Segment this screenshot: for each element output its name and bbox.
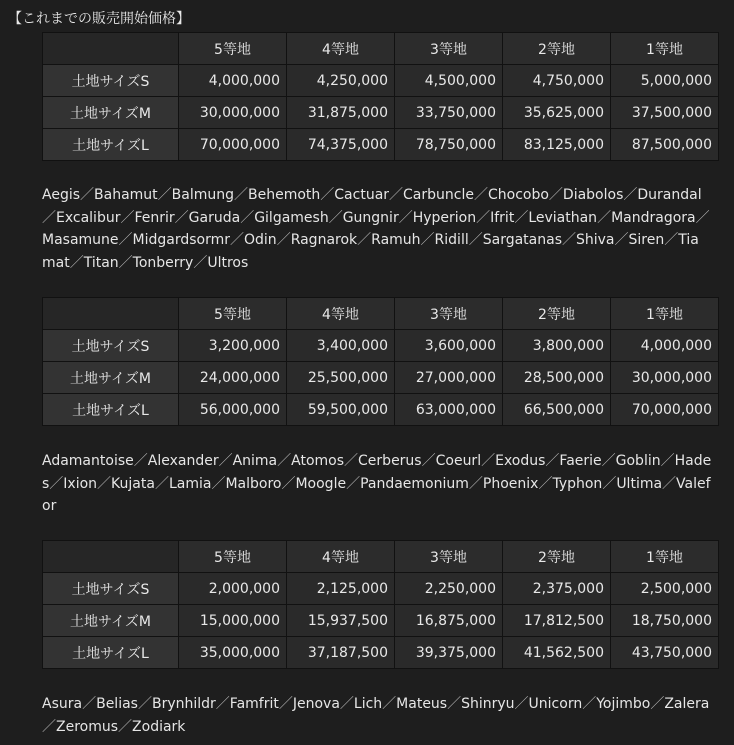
separator: ／ xyxy=(468,475,483,492)
separator: ／ xyxy=(420,232,435,248)
server-name: Kujata xyxy=(111,475,155,492)
column-header: 4等地 xyxy=(287,298,395,330)
price-cell: 59,500,000 xyxy=(287,394,395,426)
server-name: Cactuar xyxy=(334,187,390,203)
column-header: 3等地 xyxy=(395,298,503,330)
server-name: Chocobo xyxy=(487,187,549,203)
separator: ／ xyxy=(240,209,255,226)
server-name: Jenova xyxy=(292,696,340,712)
separator: ／ xyxy=(548,187,563,203)
separator: ／ xyxy=(389,187,404,203)
server-name: Gilgamesh xyxy=(254,209,329,226)
separator: ／ xyxy=(664,232,679,248)
row-label: 土地サイズM xyxy=(43,97,179,129)
server-name: Faerie xyxy=(559,453,602,469)
server-name: Hyperion xyxy=(412,209,477,226)
server-name: Valefor xyxy=(42,475,711,514)
separator: ／ xyxy=(42,209,56,226)
separator: ／ xyxy=(468,232,483,248)
corner-cell xyxy=(43,298,179,330)
server-name: Ragnarok xyxy=(290,232,358,248)
server-name: Siren xyxy=(628,232,665,248)
separator: ／ xyxy=(538,475,553,492)
price-cell: 4,000,000 xyxy=(611,330,719,362)
row-label: 土地サイズL xyxy=(43,637,179,669)
corner-cell xyxy=(43,33,179,65)
corner-cell xyxy=(43,541,179,573)
separator: ／ xyxy=(328,209,343,226)
row-label: 土地サイズM xyxy=(43,605,179,637)
separator: ／ xyxy=(154,475,169,492)
server-name: Mandragora xyxy=(611,209,696,226)
column-header: 1等地 xyxy=(611,33,719,65)
separator: ／ xyxy=(69,254,84,271)
column-header: 5等地 xyxy=(179,298,287,330)
price-cell: 78,750,000 xyxy=(395,129,503,161)
row-label: 土地サイズS xyxy=(43,65,179,97)
row-label: 土地サイズL xyxy=(43,394,179,426)
separator: ／ xyxy=(660,453,675,469)
price-cell: 87,500,000 xyxy=(611,129,719,161)
server-name: Diabolos xyxy=(562,187,624,203)
price-cell: 2,250,000 xyxy=(395,573,503,605)
column-header: 2等地 xyxy=(503,33,611,65)
column-header: 5等地 xyxy=(179,33,287,65)
separator: ／ xyxy=(49,475,64,492)
server-name: Bahamut xyxy=(94,187,158,203)
separator: ／ xyxy=(514,209,529,226)
server-name: Atomos xyxy=(291,453,345,469)
price-cell: 70,000,000 xyxy=(611,394,719,426)
server-name: Unicorn xyxy=(528,696,583,712)
separator: ／ xyxy=(174,209,189,226)
price-cell: 3,200,000 xyxy=(179,330,287,362)
separator: ／ xyxy=(80,187,95,203)
separator: ／ xyxy=(614,232,629,248)
separator: ／ xyxy=(357,232,372,248)
server-name: Masamune xyxy=(42,232,119,248)
price-cell: 3,600,000 xyxy=(395,330,503,362)
price-cell: 30,000,000 xyxy=(611,362,719,394)
server-name: Malboro xyxy=(225,475,282,492)
price-cell: 35,625,000 xyxy=(503,97,611,129)
price-cell: 83,125,000 xyxy=(503,129,611,161)
separator: ／ xyxy=(218,453,233,469)
price-cell: 27,000,000 xyxy=(395,362,503,394)
server-name: Zalera xyxy=(664,696,710,712)
table-row xyxy=(43,129,719,161)
price-table-3 xyxy=(42,540,719,669)
price-cell: 2,125,000 xyxy=(287,573,395,605)
separator: ／ xyxy=(82,696,97,712)
column-header: 2等地 xyxy=(503,541,611,573)
separator: ／ xyxy=(597,209,612,226)
price-cell: 33,750,000 xyxy=(395,97,503,129)
header-row xyxy=(43,541,719,573)
row-label: 土地サイズL xyxy=(43,129,179,161)
server-name: Belias xyxy=(96,696,138,712)
server-name: Sargatanas xyxy=(482,232,562,248)
server-name: Garuda xyxy=(188,209,241,226)
server-name: Yojimbo xyxy=(596,696,651,712)
price-cell: 3,800,000 xyxy=(503,330,611,362)
price-cell: 15,000,000 xyxy=(179,605,287,637)
server-name: Asura xyxy=(42,696,83,712)
server-name: Alexander xyxy=(147,453,219,469)
server-name: Ultima xyxy=(616,475,663,492)
price-cell: 15,937,500 xyxy=(287,605,395,637)
separator: ／ xyxy=(481,453,496,469)
server-name: Moogle xyxy=(295,475,347,492)
separator: ／ xyxy=(562,232,576,248)
price-cell: 25,500,000 xyxy=(287,362,395,394)
server-name: Balmung xyxy=(171,187,234,203)
price-cell: 17,812,500 xyxy=(503,605,611,637)
server-name: Exodus xyxy=(495,453,546,469)
separator: ／ xyxy=(447,696,462,712)
separator: ／ xyxy=(133,453,148,469)
separator: ／ xyxy=(339,696,354,712)
price-cell: 18,750,000 xyxy=(611,605,719,637)
price-cell: 66,500,000 xyxy=(503,394,611,426)
server-name: Cerberus xyxy=(358,453,422,469)
server-name: Leviathan xyxy=(528,209,598,226)
separator: ／ xyxy=(118,254,133,271)
price-cell: 31,875,000 xyxy=(287,97,395,129)
server-list-1 xyxy=(42,184,712,274)
separator: ／ xyxy=(277,453,292,469)
separator: ／ xyxy=(234,187,248,203)
price-cell: 28,500,000 xyxy=(503,362,611,394)
separator: ／ xyxy=(211,475,226,492)
price-cell: 39,375,000 xyxy=(395,637,503,669)
server-name: Ixion xyxy=(63,475,98,492)
price-cell: 56,000,000 xyxy=(179,394,287,426)
table-row xyxy=(43,394,719,426)
separator: ／ xyxy=(137,696,152,712)
separator: ／ xyxy=(215,696,230,712)
column-header: 4等地 xyxy=(287,33,395,65)
separator: ／ xyxy=(118,718,133,735)
server-name: Goblin xyxy=(615,453,661,469)
server-name: Tiamat xyxy=(42,232,699,271)
server-name: Pandaemonium xyxy=(360,475,469,492)
server-name: Ifrit xyxy=(490,209,515,226)
separator: ／ xyxy=(157,187,172,203)
price-cell: 37,500,000 xyxy=(611,97,719,129)
separator: ／ xyxy=(695,209,710,226)
server-name: Behemoth xyxy=(248,187,321,203)
price-cell: 3,400,000 xyxy=(287,330,395,362)
header-row xyxy=(43,33,719,65)
price-cell: 35,000,000 xyxy=(179,637,287,669)
price-cell: 41,562,500 xyxy=(503,637,611,669)
server-name: Midgardsormr xyxy=(132,232,231,248)
table-row xyxy=(43,605,719,637)
separator: ／ xyxy=(230,232,245,248)
price-cell: 4,750,000 xyxy=(503,65,611,97)
server-name: Hades xyxy=(42,453,712,492)
column-header: 2等地 xyxy=(503,298,611,330)
server-name: Shinryu xyxy=(461,696,515,712)
table-row xyxy=(43,362,719,394)
price-cell: 4,500,000 xyxy=(395,65,503,97)
price-cell: 4,000,000 xyxy=(179,65,287,97)
separator: ／ xyxy=(346,475,361,492)
table-row xyxy=(43,65,719,97)
price-cell: 70,000,000 xyxy=(179,129,287,161)
column-header: 3等地 xyxy=(395,33,503,65)
server-name: Tonberry xyxy=(132,254,194,271)
server-name: Titan xyxy=(83,254,119,271)
table-row xyxy=(43,330,719,362)
server-name: Famfrit xyxy=(229,696,279,712)
server-name: Mateus xyxy=(396,696,448,712)
separator: ／ xyxy=(398,209,413,226)
server-name: Carbuncle xyxy=(403,187,474,203)
price-cell: 24,000,000 xyxy=(179,362,287,394)
column-header: 3等地 xyxy=(395,541,503,573)
server-name: Typhon xyxy=(552,475,603,492)
server-name: Fenrir xyxy=(134,209,175,226)
server-name: Ramuh xyxy=(371,232,421,248)
separator: ／ xyxy=(382,696,397,712)
table-row xyxy=(43,573,719,605)
price-cell: 74,375,000 xyxy=(287,129,395,161)
separator: ／ xyxy=(276,232,291,248)
separator: ／ xyxy=(514,696,529,712)
price-cell: 2,000,000 xyxy=(179,573,287,605)
separator: ／ xyxy=(421,453,436,469)
price-cell: 4,250,000 xyxy=(287,65,395,97)
separator: ／ xyxy=(42,718,56,735)
table-row xyxy=(43,637,719,669)
separator: ／ xyxy=(662,475,677,492)
server-name: Ultros xyxy=(207,254,249,271)
server-name: Gungnir xyxy=(342,209,399,226)
server-name: Aegis xyxy=(42,187,81,203)
server-name: Shiva xyxy=(576,232,615,248)
separator: ／ xyxy=(582,696,597,712)
separator: ／ xyxy=(545,453,560,469)
server-name: Zodiark xyxy=(132,718,186,735)
separator: ／ xyxy=(344,453,359,469)
separator: ／ xyxy=(476,209,491,226)
server-name: Phoenix xyxy=(482,475,539,492)
server-name: Coeurl xyxy=(435,453,482,469)
column-header: 1等地 xyxy=(611,298,719,330)
row-label: 土地サイズS xyxy=(43,330,179,362)
server-name: Anima xyxy=(232,453,278,469)
row-label: 土地サイズM xyxy=(43,362,179,394)
price-cell: 63,000,000 xyxy=(395,394,503,426)
separator: ／ xyxy=(650,696,665,712)
separator: ／ xyxy=(120,209,135,226)
price-table-1 xyxy=(42,32,719,161)
server-name: Adamantoise xyxy=(42,453,134,469)
server-list-3 xyxy=(42,693,712,738)
server-name: Brynhildr xyxy=(151,696,216,712)
server-name: Durandal xyxy=(637,187,702,203)
separator: ／ xyxy=(97,475,112,492)
price-cell: 2,500,000 xyxy=(611,573,719,605)
server-list-2 xyxy=(42,450,712,518)
price-cell: 16,875,000 xyxy=(395,605,503,637)
price-table-2 xyxy=(42,297,719,426)
table-row xyxy=(43,97,719,129)
separator: ／ xyxy=(601,453,616,469)
row-label: 土地サイズS xyxy=(43,573,179,605)
server-name: Odin xyxy=(244,232,277,248)
column-header: 4等地 xyxy=(287,541,395,573)
server-name: Lich xyxy=(353,696,383,712)
server-name: Excalibur xyxy=(56,209,121,226)
separator: ／ xyxy=(320,187,335,203)
separator: ／ xyxy=(278,696,293,712)
price-cell: 2,375,000 xyxy=(503,573,611,605)
separator: ／ xyxy=(118,232,133,248)
server-name: Lamia xyxy=(168,475,212,492)
price-cell: 5,000,000 xyxy=(611,65,719,97)
server-name: Ridill xyxy=(434,232,469,248)
price-cell: 30,000,000 xyxy=(179,97,287,129)
price-cell: 43,750,000 xyxy=(611,637,719,669)
separator: ／ xyxy=(473,187,488,203)
separator: ／ xyxy=(623,187,638,203)
column-header: 5等地 xyxy=(179,541,287,573)
separator: ／ xyxy=(281,475,296,492)
price-cell: 37,187,500 xyxy=(287,637,395,669)
page-heading: 【これまでの販売開始価格】 xyxy=(8,11,190,27)
separator: ／ xyxy=(602,475,617,492)
header-row xyxy=(43,298,719,330)
separator: ／ xyxy=(193,254,208,271)
server-name: Zeromus xyxy=(56,718,119,735)
column-header: 1等地 xyxy=(611,541,719,573)
